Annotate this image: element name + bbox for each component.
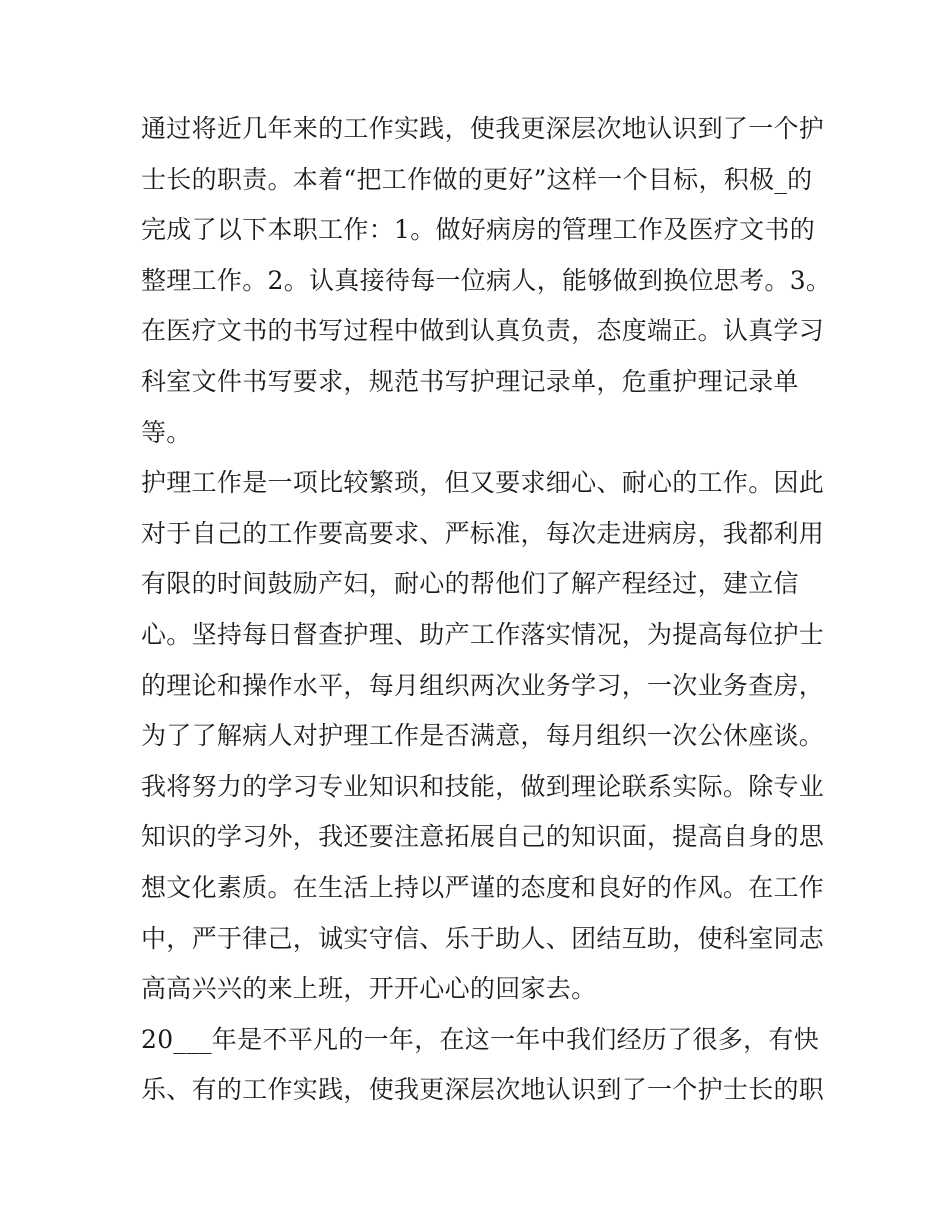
text-line: 整理工作。2。认真接待每一位病人，能够做到换位思考。3。 — [141, 265, 832, 295]
text-line: 通过将近几年来的工作实践，使我更深层次地认识到了一个护 — [141, 114, 825, 143]
text-line: 我将努力的学习专业知识和技能，做到理论联系实际。除专业 — [141, 771, 825, 801]
text-line: 20___年是不平凡的一年，在这一年中我们经历了很多，有快 — [141, 1024, 820, 1054]
text-line: 士长的职责。本着“把工作做的更好”这样一个目标，积极_的 — [141, 164, 813, 194]
text-line: 心。坚持每日督查护理、助产工作落实情况，为提高每位护士 — [141, 619, 825, 649]
text-line: 乐、有的工作实践，使我更深层次地认识到了一个护士长的职 — [141, 1075, 825, 1105]
text-line: 的理论和操作水平，每月组织两次业务学习，一次业务查房， — [141, 670, 825, 700]
text-line: 等。 — [141, 417, 192, 447]
text-line: 护理工作是一项比较繁琐，但又要求细心、耐心的工作。因此 — [141, 468, 825, 498]
text-line: 完成了以下本职工作：1。做好病房的管理工作及医疗文书的 — [141, 215, 816, 245]
text-line: 有限的时间鼓励产妇，耐心的帮他们了解产程经过，建立信 — [141, 569, 799, 599]
text-line: 想文化素质。在生活上持以严谨的态度和良好的作风。在工作 — [141, 872, 825, 902]
document-body — [141, 104, 832, 1116]
text-line: 知识的学习外，我还要注意拓展自己的知识面，提高自身的思 — [141, 822, 825, 852]
text-line: 高高兴兴的来上班，开开心心的回家去。 — [141, 974, 597, 1004]
text-line: 对于自己的工作要高要求、严标准，每次走进病房，我都利用 — [141, 518, 825, 548]
text-line: 中，严于律己，诚实守信、乐于助人、团结互助，使科室同志 — [141, 923, 825, 953]
text-line: 科室文件书写要求，规范书写护理记录单，危重护理记录单 — [141, 366, 799, 396]
text-line: 在医疗文书的书写过程中做到认真负责，态度端正。认真学习 — [141, 316, 825, 346]
text-line: 为了了解病人对护理工作是否满意，每月组织一次公休座谈。 — [141, 721, 825, 751]
